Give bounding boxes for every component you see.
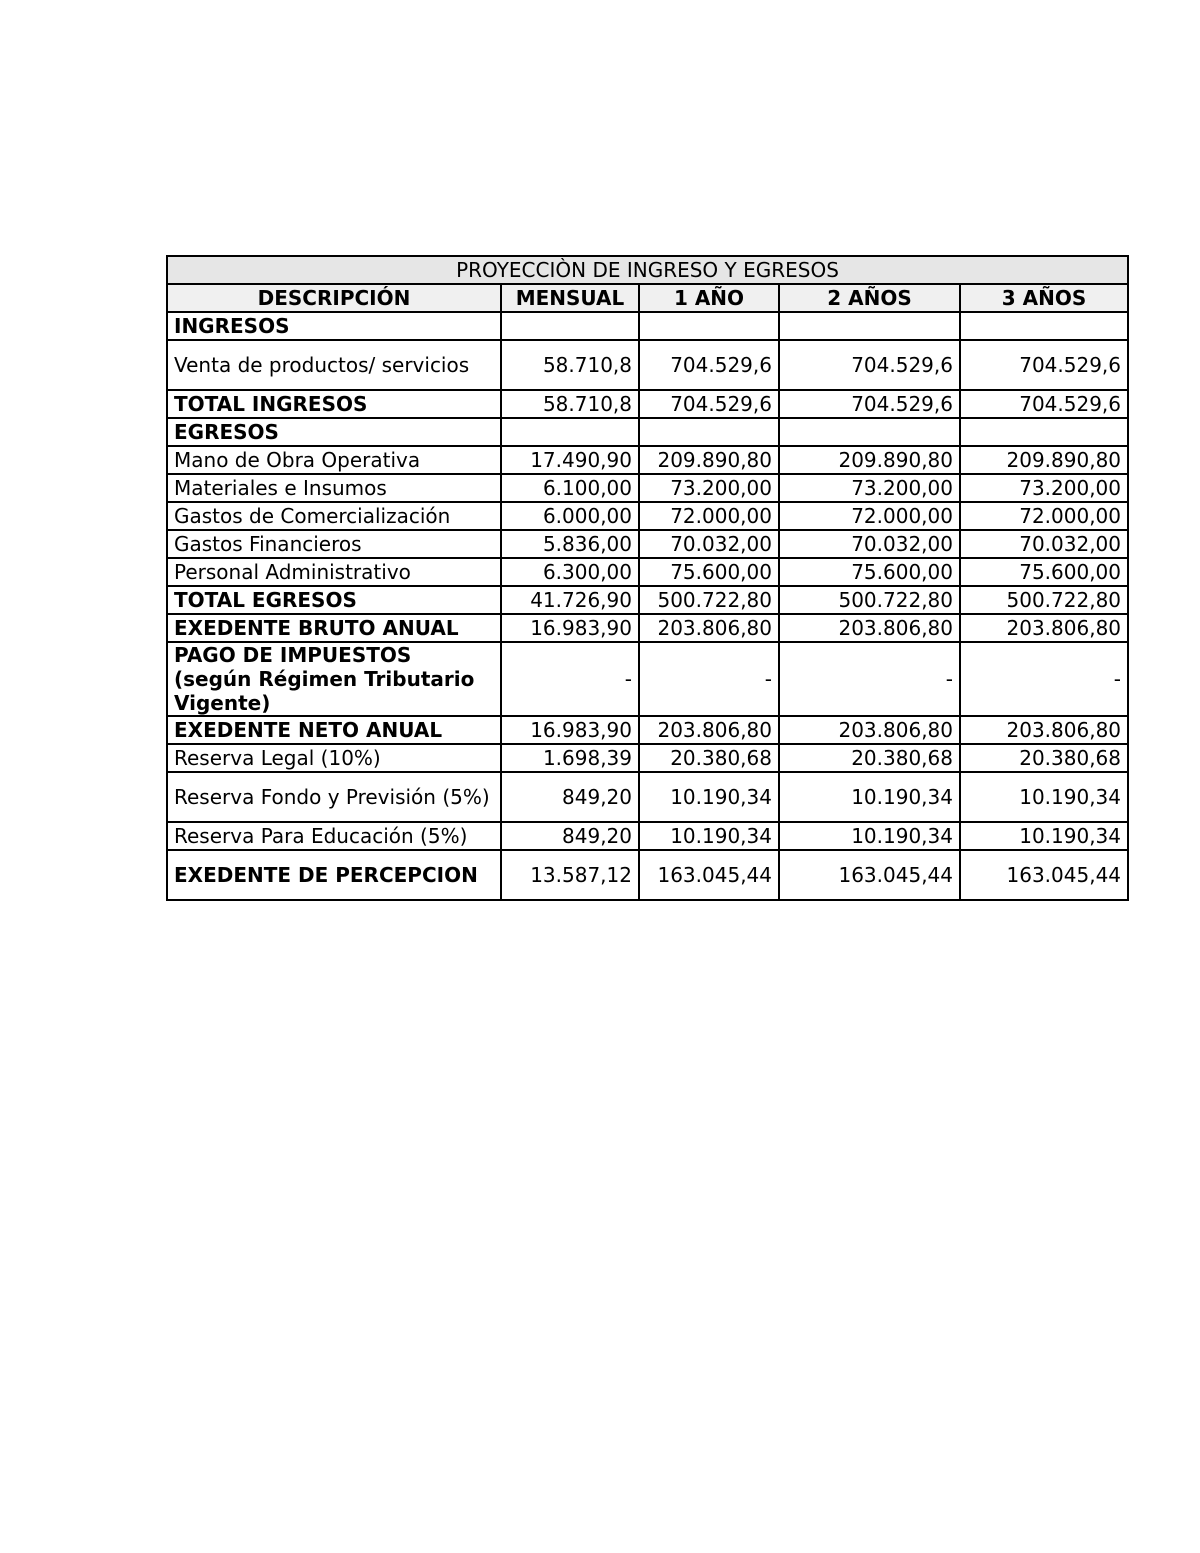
cell-1-ano	[639, 418, 779, 446]
cell-3-anos	[960, 418, 1128, 446]
table-title-row	[167, 256, 1128, 284]
cell-3-anos: 203.806,80	[960, 614, 1128, 642]
cell-1-ano: 203.806,80	[639, 716, 779, 744]
cell-3-anos: 70.032,00	[960, 530, 1128, 558]
table-row	[167, 614, 1128, 642]
cell-1-ano: 73.200,00	[639, 474, 779, 502]
table-row	[167, 744, 1128, 772]
row-label: PAGO DE IMPUESTOS (según Régimen Tributario Vigente)	[167, 642, 501, 716]
cell-3-anos: 75.600,00	[960, 558, 1128, 586]
row-label: Venta de productos/ servicios	[167, 340, 501, 390]
cell-mensual: 17.490,90	[501, 446, 639, 474]
cell-3-anos: 209.890,80	[960, 446, 1128, 474]
cell-2-anos: 10.190,34	[779, 822, 960, 850]
cell-2-anos: 704.529,6	[779, 340, 960, 390]
cell-1-ano: 704.529,6	[639, 390, 779, 418]
cell-3-anos: 20.380,68	[960, 744, 1128, 772]
cell-2-anos: 75.600,00	[779, 558, 960, 586]
cell-1-ano: 10.190,34	[639, 772, 779, 822]
cell-mensual: 849,20	[501, 822, 639, 850]
projection-table	[166, 255, 1129, 901]
row-label: EGRESOS	[167, 418, 501, 446]
cell-3-anos: 10.190,34	[960, 822, 1128, 850]
cell-1-ano: 209.890,80	[639, 446, 779, 474]
cell-1-ano: 500.722,80	[639, 586, 779, 614]
cell-3-anos: 73.200,00	[960, 474, 1128, 502]
row-label: EXEDENTE BRUTO ANUAL	[167, 614, 501, 642]
cell-3-anos: 500.722,80	[960, 586, 1128, 614]
cell-2-anos	[779, 418, 960, 446]
cell-2-anos: 72.000,00	[779, 502, 960, 530]
cell-2-anos: 704.529,6	[779, 390, 960, 418]
cell-2-anos: 163.045,44	[779, 850, 960, 900]
table-row	[167, 850, 1128, 900]
cell-2-anos: -	[779, 642, 960, 716]
cell-1-ano: 20.380,68	[639, 744, 779, 772]
table-header-row	[167, 284, 1128, 312]
cell-1-ano: -	[639, 642, 779, 716]
cell-3-anos: 163.045,44	[960, 850, 1128, 900]
cell-1-ano: 75.600,00	[639, 558, 779, 586]
cell-2-anos: 203.806,80	[779, 614, 960, 642]
table-row	[167, 772, 1128, 822]
cell-mensual	[501, 312, 639, 340]
row-label: EXEDENTE NETO ANUAL	[167, 716, 501, 744]
cell-3-anos: -	[960, 642, 1128, 716]
table-title: PROYECCIÒN DE INGRESO Y EGRESOS	[167, 256, 1128, 284]
cell-mensual: 58.710,8	[501, 340, 639, 390]
header-3-anos: 3 AÑOS	[960, 284, 1128, 312]
cell-mensual: 849,20	[501, 772, 639, 822]
cell-mensual: 6.300,00	[501, 558, 639, 586]
cell-3-anos: 704.529,6	[960, 390, 1128, 418]
table-row	[167, 530, 1128, 558]
cell-mensual: 13.587,12	[501, 850, 639, 900]
row-label: Gastos de Comercialización	[167, 502, 501, 530]
row-label: TOTAL EGRESOS	[167, 586, 501, 614]
row-label: EXEDENTE DE PERCEPCION	[167, 850, 501, 900]
cell-2-anos: 10.190,34	[779, 772, 960, 822]
cell-2-anos: 70.032,00	[779, 530, 960, 558]
row-label: Personal Administrativo	[167, 558, 501, 586]
cell-mensual: 58.710,8	[501, 390, 639, 418]
cell-2-anos: 73.200,00	[779, 474, 960, 502]
cell-1-ano: 72.000,00	[639, 502, 779, 530]
cell-mensual: -	[501, 642, 639, 716]
table-row	[167, 558, 1128, 586]
cell-2-anos: 209.890,80	[779, 446, 960, 474]
cell-1-ano: 163.045,44	[639, 850, 779, 900]
table-row	[167, 340, 1128, 390]
cell-1-ano: 10.190,34	[639, 822, 779, 850]
table-row	[167, 822, 1128, 850]
header-mensual: MENSUAL	[501, 284, 639, 312]
table-row	[167, 716, 1128, 744]
cell-1-ano: 203.806,80	[639, 614, 779, 642]
cell-mensual: 5.836,00	[501, 530, 639, 558]
cell-1-ano: 704.529,6	[639, 340, 779, 390]
cell-mensual: 41.726,90	[501, 586, 639, 614]
row-label: TOTAL INGRESOS	[167, 390, 501, 418]
row-label: Reserva Para Educación (5%)	[167, 822, 501, 850]
row-label: INGRESOS	[167, 312, 501, 340]
table-row	[167, 390, 1128, 418]
cell-mensual: 6.100,00	[501, 474, 639, 502]
cell-mensual: 16.983,90	[501, 716, 639, 744]
cell-2-anos: 500.722,80	[779, 586, 960, 614]
table-row	[167, 474, 1128, 502]
cell-mensual: 16.983,90	[501, 614, 639, 642]
cell-2-anos: 20.380,68	[779, 744, 960, 772]
row-label: Materiales e Insumos	[167, 474, 501, 502]
projection-table-container	[166, 255, 1127, 901]
header-1-ano: 1 AÑO	[639, 284, 779, 312]
cell-2-anos	[779, 312, 960, 340]
cell-1-ano	[639, 312, 779, 340]
row-label: Gastos Financieros	[167, 530, 501, 558]
table-row	[167, 312, 1128, 340]
table-row	[167, 586, 1128, 614]
row-label: Reserva Legal (10%)	[167, 744, 501, 772]
cell-mensual: 1.698,39	[501, 744, 639, 772]
table-row	[167, 642, 1128, 716]
cell-3-anos: 704.529,6	[960, 340, 1128, 390]
cell-mensual	[501, 418, 639, 446]
header-2-anos: 2 AÑOS	[779, 284, 960, 312]
cell-mensual: 6.000,00	[501, 502, 639, 530]
table-row	[167, 502, 1128, 530]
row-label: Mano de Obra Operativa	[167, 446, 501, 474]
cell-1-ano: 70.032,00	[639, 530, 779, 558]
cell-3-anos	[960, 312, 1128, 340]
cell-3-anos: 10.190,34	[960, 772, 1128, 822]
row-label: Reserva Fondo y Previsión (5%)	[167, 772, 501, 822]
cell-2-anos: 203.806,80	[779, 716, 960, 744]
cell-3-anos: 72.000,00	[960, 502, 1128, 530]
cell-3-anos: 203.806,80	[960, 716, 1128, 744]
table-row	[167, 418, 1128, 446]
table-row	[167, 446, 1128, 474]
header-descripcion: DESCRIPCIÓN	[167, 284, 501, 312]
